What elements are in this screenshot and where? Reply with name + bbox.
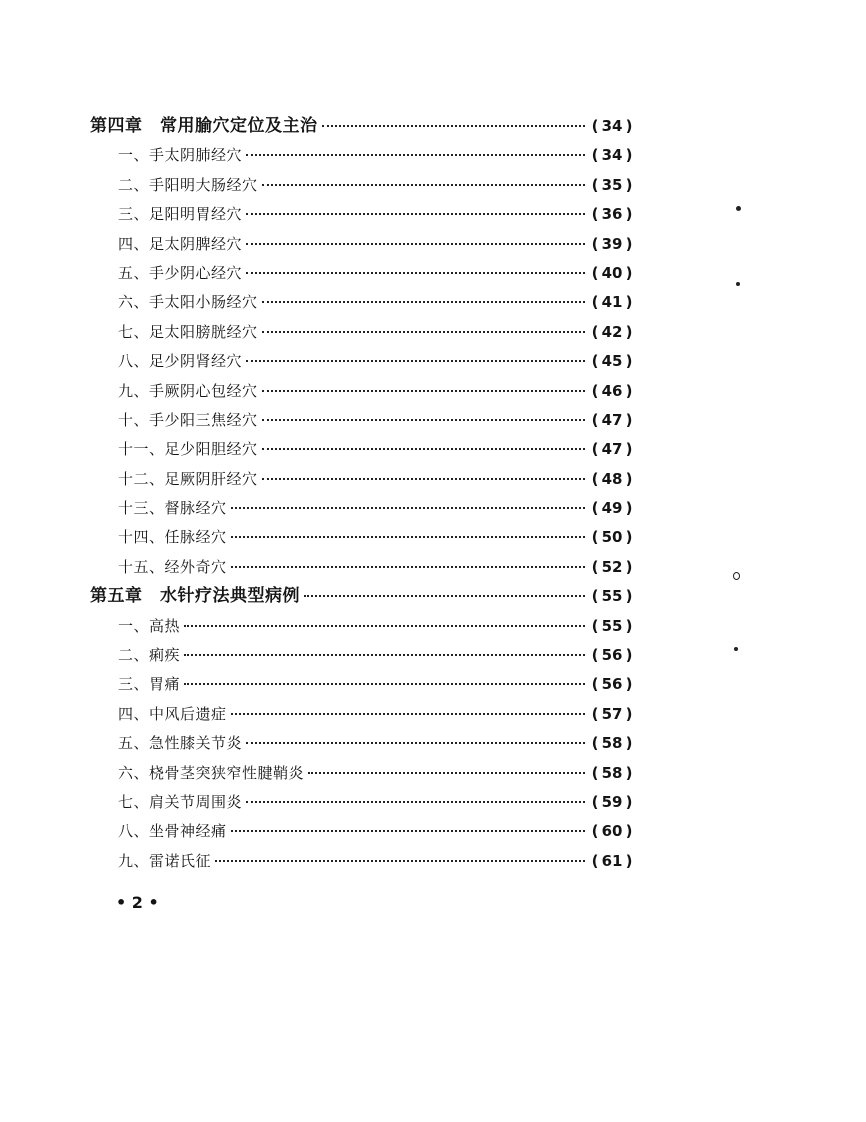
toc-section-entry <box>90 494 635 523</box>
toc-entry-label: 四、足太阴脾经穴 <box>118 234 243 253</box>
toc-entry-label: 五、急性膝关节炎 <box>118 734 243 753</box>
page-number: • 2 • <box>116 893 159 912</box>
toc-section-entry <box>90 435 635 464</box>
toc-page-ref: ( 52 ) <box>589 553 635 582</box>
toc-section-entry <box>90 141 635 170</box>
toc-entry-label: 七、足太阳膀胱经穴 <box>118 322 258 341</box>
toc-entry-label: 十二、足厥阴肝经穴 <box>118 469 258 488</box>
toc-section-entry <box>90 347 635 376</box>
toc-entry-label: 三、足阳明胃经穴 <box>118 205 243 224</box>
toc-page-ref: ( 35 ) <box>589 171 635 200</box>
toc-entry-label: 十三、督脉经穴 <box>118 499 227 518</box>
toc-section-entry <box>90 729 635 758</box>
toc-entry-label: 九、手厥阴心包经穴 <box>118 381 258 400</box>
toc-section-entry <box>90 847 635 876</box>
toc-page-ref: ( 48 ) <box>589 465 635 494</box>
toc-section-entry <box>90 612 635 641</box>
toc-page-ref: ( 42 ) <box>589 318 635 347</box>
toc-page-ref: ( 39 ) <box>589 230 635 259</box>
scan-speck <box>736 282 740 286</box>
dot-leader <box>246 742 585 744</box>
dot-leader <box>246 360 585 362</box>
toc-entry-label: 五、手少阴心经穴 <box>118 263 243 282</box>
scan-speck <box>734 647 738 651</box>
toc-entry-label: 十四、任脉经穴 <box>118 528 227 547</box>
toc-page-ref: ( 56 ) <box>589 641 635 670</box>
toc-section-entry <box>90 465 635 494</box>
dot-leader <box>308 772 585 774</box>
toc-entry-label: 四、中风后遗症 <box>118 704 227 723</box>
dot-leader <box>246 154 585 156</box>
toc-page-ref: ( 55 ) <box>589 582 635 611</box>
toc-page-number: 56 <box>601 675 623 694</box>
dot-leader <box>231 713 585 715</box>
dot-leader <box>231 566 585 568</box>
toc-page-ref: ( 41 ) <box>589 288 635 317</box>
scan-speck <box>733 572 740 580</box>
toc-entry-label: 九、雷诺氏征 <box>118 851 212 870</box>
toc-section-entry <box>90 200 635 229</box>
dot-leader <box>262 448 585 450</box>
toc-entry-label: 十、手少阳三焦经穴 <box>118 410 258 429</box>
toc-entry-label: 第五章 水针疗法典型病例 <box>90 586 300 607</box>
toc-page-ref: ( 40 ) <box>589 259 635 288</box>
dot-leader <box>184 683 585 685</box>
dot-leader <box>231 507 585 509</box>
toc-page-ref: ( 49 ) <box>589 494 635 523</box>
toc-page-number: 41 <box>601 293 623 312</box>
toc-page-number: 56 <box>601 646 623 665</box>
toc-section-entry <box>90 318 635 347</box>
dot-leader <box>246 801 585 803</box>
toc-page-ref: ( 50 ) <box>589 523 635 552</box>
toc-entry-label: 三、胃痛 <box>118 675 181 694</box>
dot-leader <box>184 654 585 656</box>
dot-leader <box>304 595 585 597</box>
toc-entry-label: 六、手太阳小肠经穴 <box>118 293 258 312</box>
toc-page-number: 47 <box>601 410 623 429</box>
scan-speck <box>736 206 741 211</box>
toc-chapter-entry <box>90 582 635 611</box>
toc-entry-label: 十五、经外奇穴 <box>118 557 227 576</box>
dot-leader <box>184 625 585 627</box>
dot-leader <box>215 860 585 862</box>
toc-entry-label: 一、手太阴肺经穴 <box>118 146 243 165</box>
dot-leader <box>246 272 585 274</box>
toc-page-number: 61 <box>601 851 623 870</box>
dot-leader <box>262 331 585 333</box>
toc-page-number: 49 <box>601 499 623 518</box>
toc-page-number: 42 <box>601 322 623 341</box>
dot-leader <box>322 125 586 127</box>
toc-page-number: 47 <box>601 440 623 459</box>
toc-entry-label: 第四章 常用腧穴定位及主治 <box>90 116 318 136</box>
toc-section-entry <box>90 700 635 729</box>
toc-page-ref: ( 55 ) <box>589 612 635 641</box>
dot-leader <box>262 390 585 392</box>
toc-page-ref: ( 47 ) <box>589 406 635 435</box>
toc-page-number: 45 <box>601 352 623 371</box>
toc-section-entry <box>90 259 635 288</box>
dot-leader <box>262 184 585 186</box>
dot-leader <box>231 830 585 832</box>
toc-section-entry <box>90 641 635 670</box>
toc-entry-label: 八、坐骨神经痛 <box>118 822 227 841</box>
dot-leader <box>246 213 585 215</box>
toc-page-number: 48 <box>601 469 623 488</box>
toc-page-ref: ( 59 ) <box>589 788 635 817</box>
toc-section-entry <box>90 788 635 817</box>
dot-leader <box>262 478 585 480</box>
toc-chapter-entry <box>90 112 635 141</box>
toc-page-number: 60 <box>601 822 623 841</box>
toc-entry-label: 二、手阳明大肠经穴 <box>118 175 258 194</box>
toc-section-entry <box>90 553 635 582</box>
toc-page-ref: ( 61 ) <box>589 847 635 876</box>
toc-entry-label: 二、痢疾 <box>118 646 181 665</box>
toc-page-number: 58 <box>601 734 623 753</box>
toc-page-ref: ( 34 ) <box>589 141 635 170</box>
toc-page-ref: ( 34 ) <box>589 112 635 141</box>
toc-entry-label: 一、高热 <box>118 616 181 635</box>
toc-section-entry <box>90 230 635 259</box>
toc-page-number: 57 <box>601 704 623 723</box>
toc-page-number: 34 <box>601 146 623 165</box>
toc-page-number: 39 <box>601 234 623 253</box>
toc-page-ref: ( 57 ) <box>589 700 635 729</box>
dot-leader <box>262 301 585 303</box>
toc-page-number: 40 <box>601 263 623 282</box>
toc-section-entry <box>90 377 635 406</box>
toc-page-number: 52 <box>601 557 623 576</box>
dot-leader <box>246 243 585 245</box>
toc-page-number: 58 <box>601 763 623 782</box>
toc-entry-label: 六、桡骨茎突狭窄性腱鞘炎 <box>118 763 305 782</box>
toc-section-entry <box>90 406 635 435</box>
toc-section-entry <box>90 523 635 552</box>
toc-page-ref: ( 56 ) <box>589 670 635 699</box>
dot-leader <box>262 419 585 421</box>
toc-page-ref: ( 36 ) <box>589 200 635 229</box>
toc-page-ref: ( 60 ) <box>589 817 635 846</box>
toc-section-entry <box>90 759 635 788</box>
toc-page-number: 34 <box>601 117 623 135</box>
toc-page-number: 46 <box>601 381 623 400</box>
dot-leader <box>231 536 585 538</box>
toc-page-ref: ( 58 ) <box>589 729 635 758</box>
toc-page-ref: ( 58 ) <box>589 759 635 788</box>
toc-page-number: 36 <box>601 205 623 224</box>
toc-section-entry <box>90 171 635 200</box>
toc-page-number: 55 <box>601 587 623 606</box>
toc-entry-label: 七、肩关节周围炎 <box>118 792 243 811</box>
toc-page-number: 55 <box>601 616 623 635</box>
toc-page-ref: ( 46 ) <box>589 377 635 406</box>
toc-page-ref: ( 45 ) <box>589 347 635 376</box>
toc-page-number: 59 <box>601 792 623 811</box>
toc-page-number: 35 <box>601 175 623 194</box>
table-of-contents <box>90 112 635 876</box>
toc-page-number: 50 <box>601 528 623 547</box>
toc-section-entry <box>90 288 635 317</box>
toc-section-entry <box>90 817 635 846</box>
toc-entry-label: 十一、足少阳胆经穴 <box>118 440 258 459</box>
toc-page-ref: ( 47 ) <box>589 435 635 464</box>
toc-section-entry <box>90 670 635 699</box>
toc-entry-label: 八、足少阴肾经穴 <box>118 352 243 371</box>
